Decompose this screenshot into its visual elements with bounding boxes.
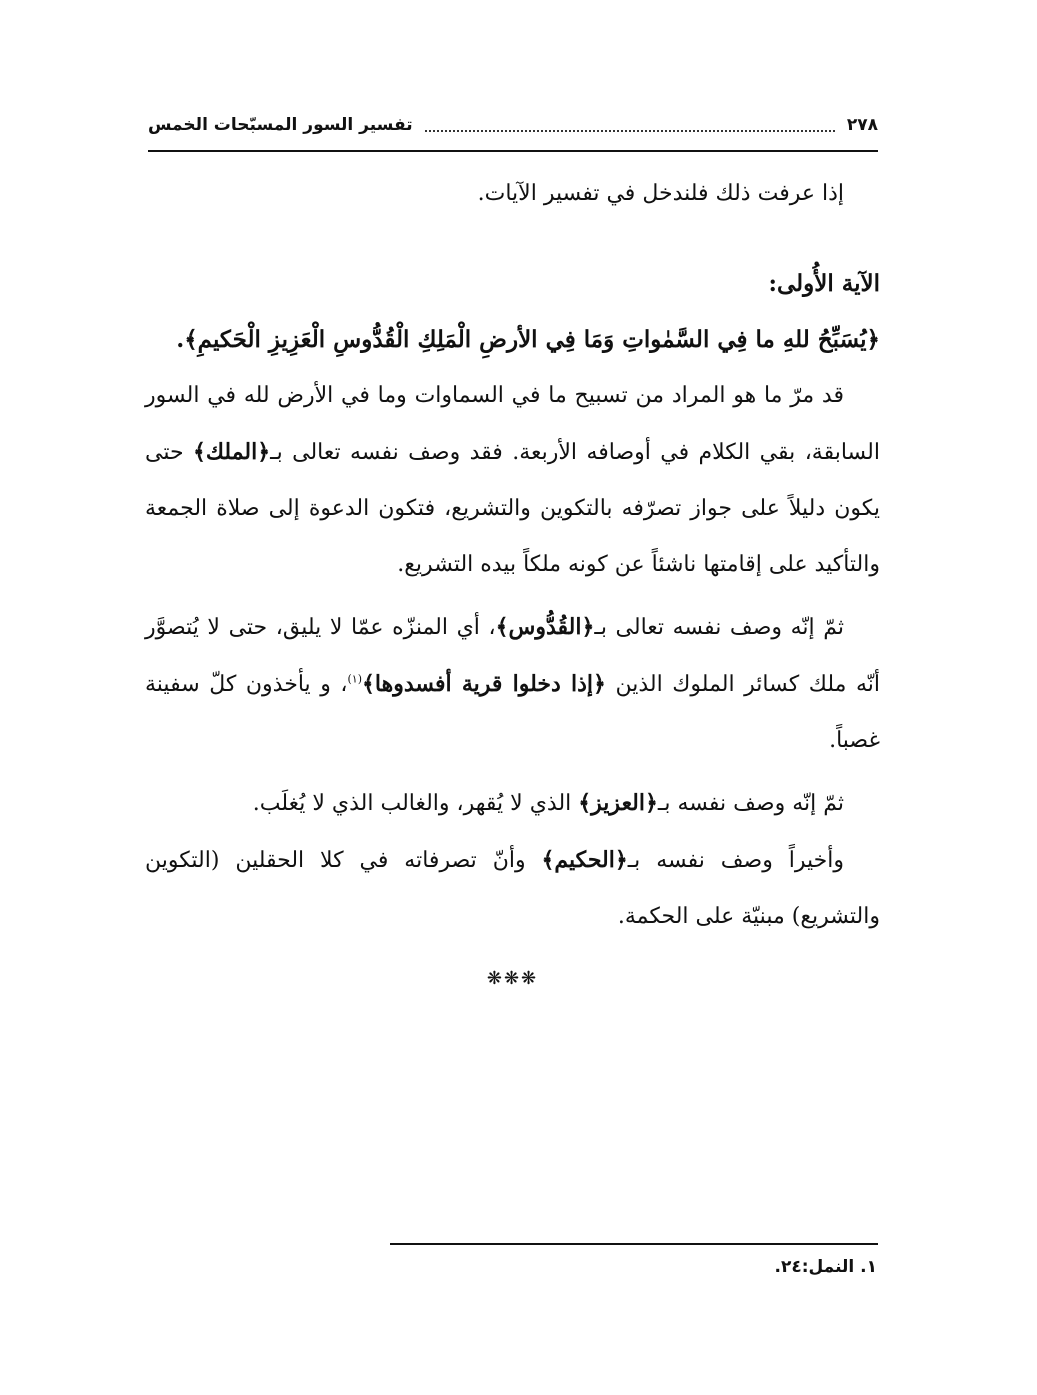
- header-rule: [148, 150, 878, 152]
- page-number: ٢٧٨: [846, 115, 878, 135]
- paragraph-3: [145, 775, 880, 832]
- paragraph-4: [145, 832, 880, 945]
- p3-quote-aziz: ﴿العزيز﴾: [578, 790, 658, 816]
- p2-text-c: ، و يأخذون كلّ سفينة غصباً.: [145, 672, 880, 753]
- p1-quote-malik: ﴿الملك﴾: [193, 439, 271, 465]
- body-text: [145, 166, 880, 1007]
- header-leader-dots: [425, 118, 835, 132]
- footnote-rule: [390, 1243, 878, 1245]
- p3-text-a: ثمّ إنّه وصف نفسه بـ: [657, 791, 844, 816]
- p3-text-b: الذي لا يُقهر، والغالب الذي لا يُغلَب.: [252, 791, 579, 816]
- running-header: [148, 110, 878, 140]
- intro-paragraph: إذا عرفت ذلك فلندخل في تفسير الآيات.: [477, 181, 844, 206]
- p2-text-b: ، أي المنزّه عمّا لا يليق، حتى لا يُتصوَّر أنّه ملك كسائر الملوك الذين: [145, 615, 880, 697]
- p1-text-a: قد مرّ ما هو المراد من تسبيح ما في السماوات وما في الأرض لله في السور السابقة، بقي الكلام في أوصافه الأربعة. فقد وصف نفسه تعالى بـ: [145, 383, 880, 465]
- p1-text-b: حتى يكون دليلاً على جواز تصرّفه بالتكوين والتشريع، فتكون الدعوة إلى صلاة الجمعة والتأكيد على إقامتها ناشئاً عن كونه ملكاً بيده التشريع.: [145, 440, 880, 577]
- footnote-marker: (١): [347, 672, 362, 686]
- quran-verse: ﴿يُسَبِّحُ للهِ ما فِي السَّمٰواتِ وَمَا فِي الأرضِ الْمَلِكِ الْقُدُّوسِ الْعَزِيزِ الْحَكيمِ﴾.: [176, 326, 880, 353]
- p4-quote-hakim: ﴿الحكيم﴾: [541, 847, 628, 873]
- p2-quote-verse: ﴿إذا دخلوا قرية أفسدوها﴾: [362, 671, 606, 697]
- paragraph-1: [145, 368, 880, 593]
- p2-quote-quddus: ﴿القُدُّوس﴾: [495, 614, 595, 640]
- section-separator: ❋❋❋: [486, 968, 539, 989]
- p2-text-a: ثمّ إنّه وصف نفسه تعالى بـ: [594, 615, 844, 640]
- book-title: تفسير السور المسبّحات الخمس: [148, 115, 413, 135]
- p4-text-b: وأنّ تصرفاته في كلا الحقلين (التكوين والتشريع) مبنيّة على الحكمة.: [145, 848, 880, 929]
- p4-text-a: وأخيراً وصف نفسه بـ: [627, 848, 844, 873]
- section-heading: الآية الأُولى:: [768, 270, 880, 297]
- footnote: ١. النمل:٢٤.: [774, 1257, 877, 1277]
- paragraph-2: [145, 599, 880, 769]
